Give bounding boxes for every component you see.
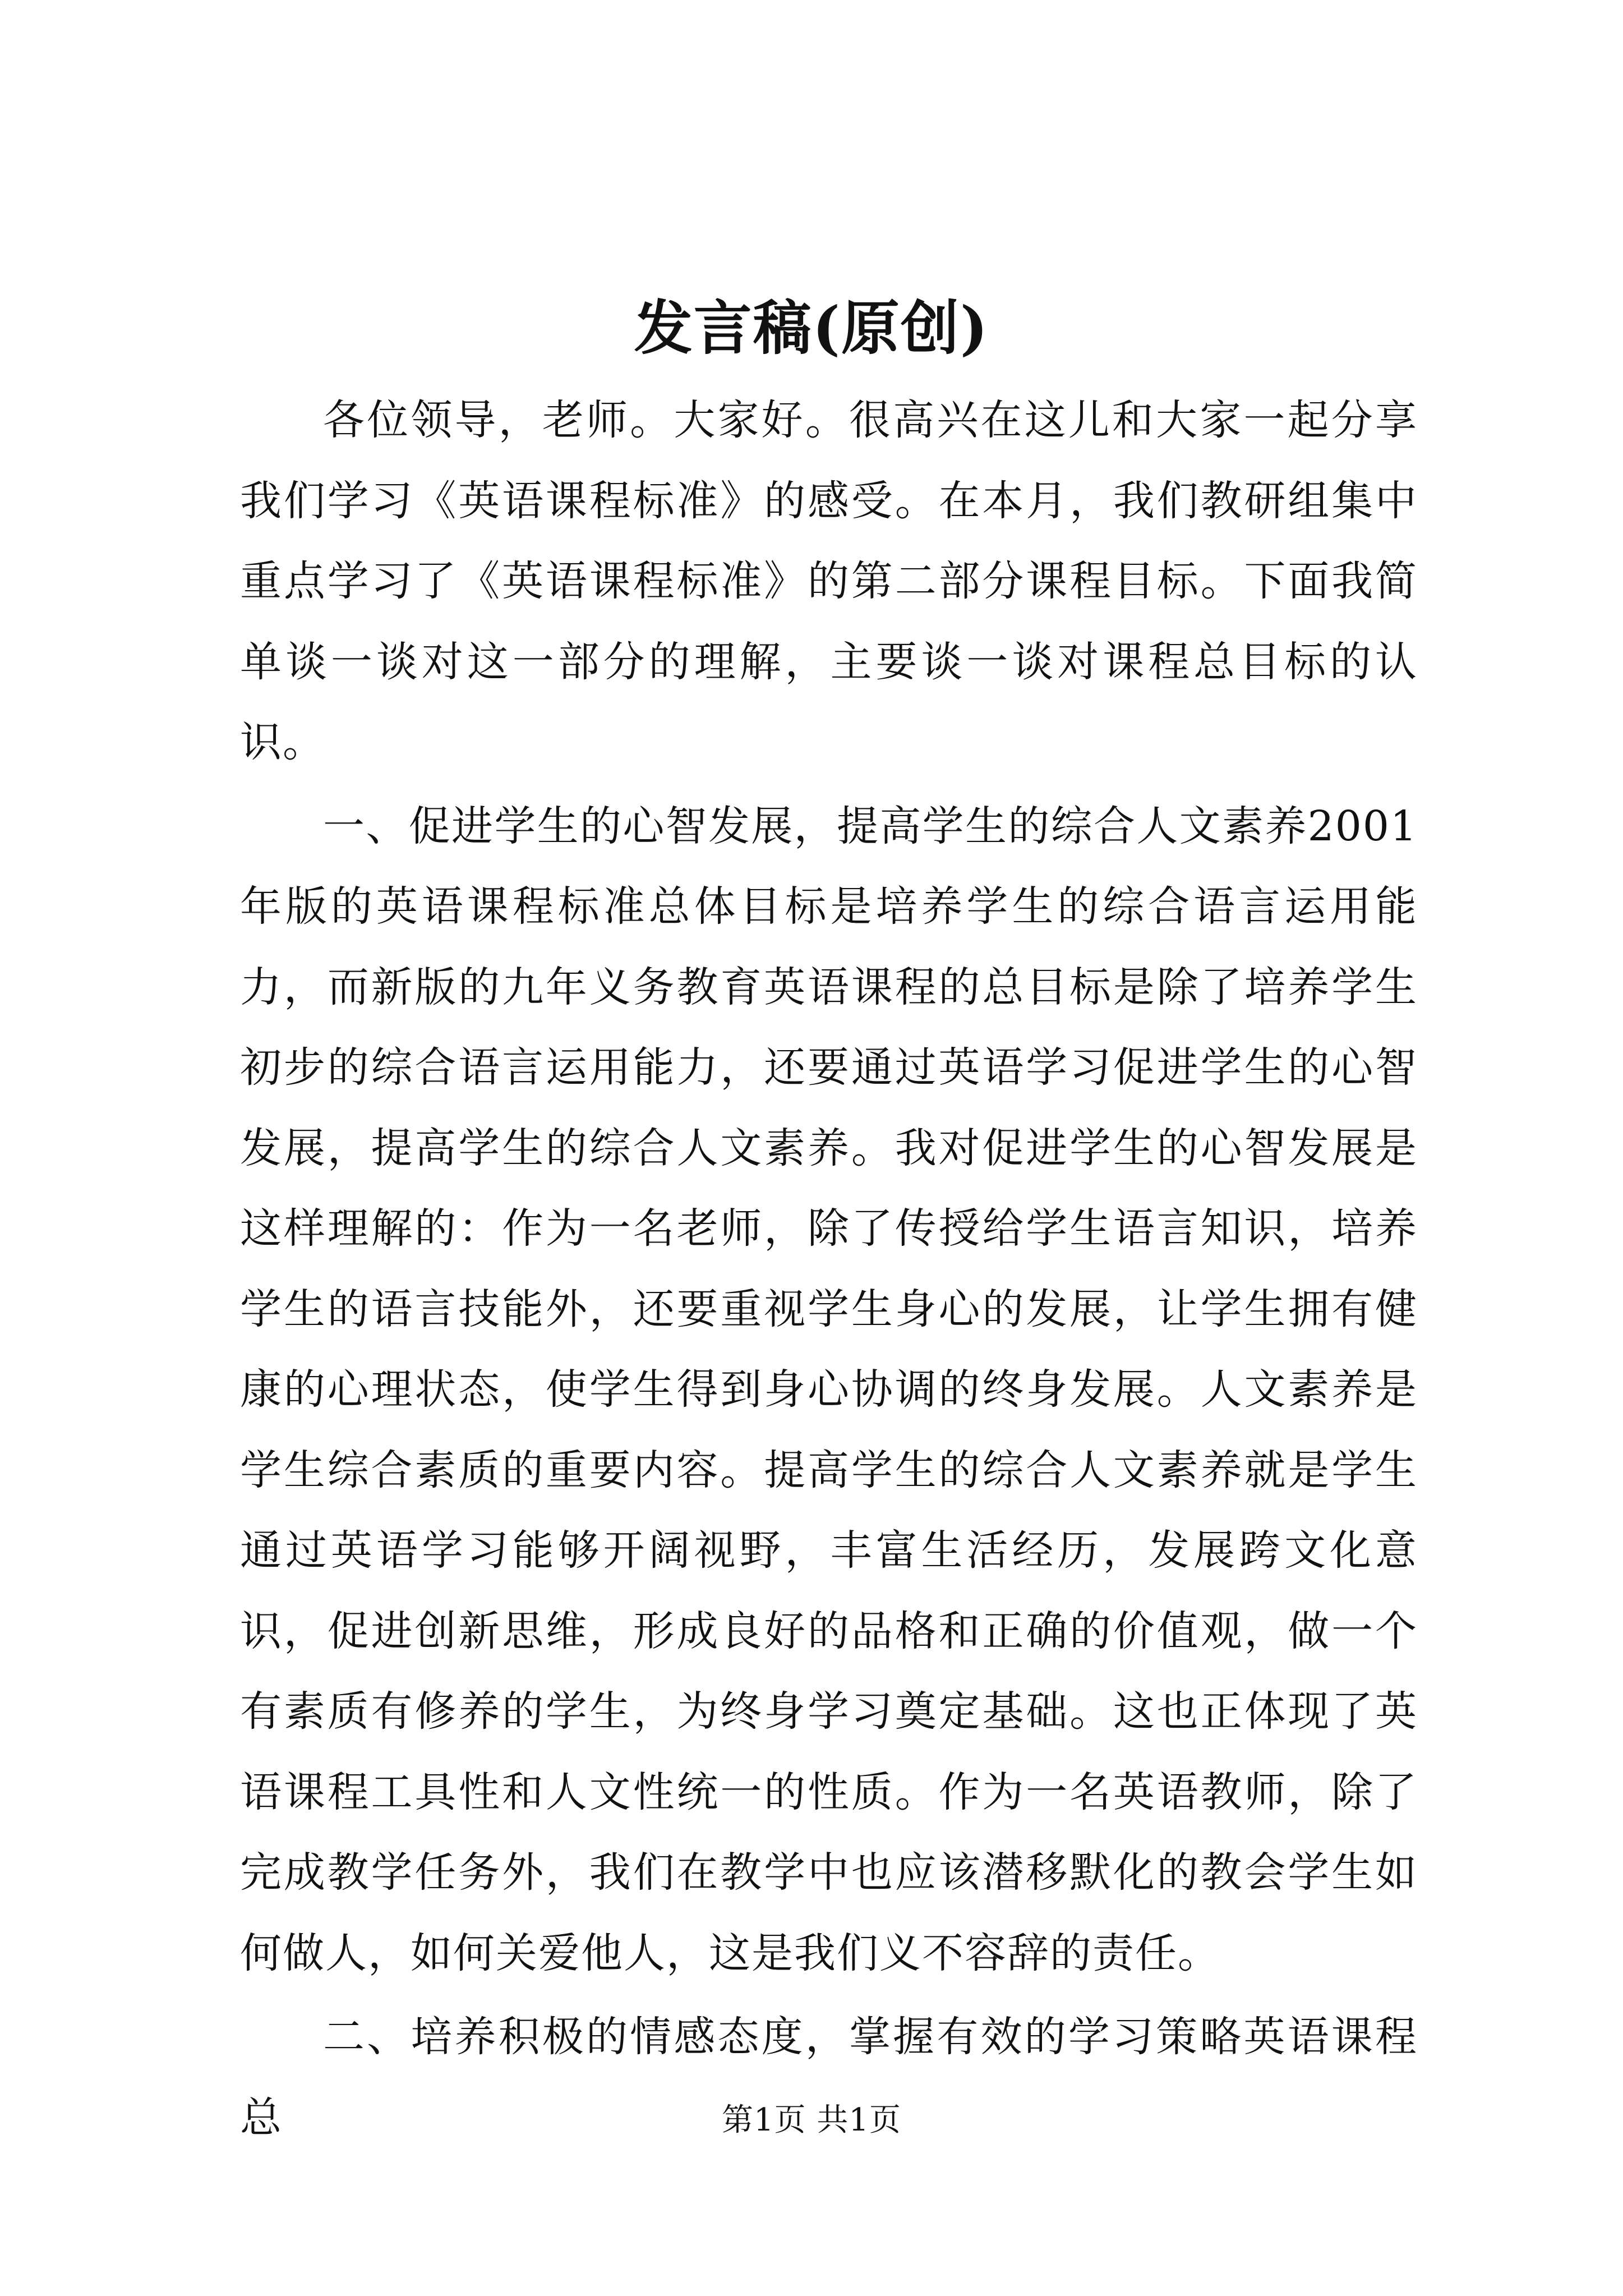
document-body <box>240 380 1418 2158</box>
page-footer: 第1页 共1页 <box>721 2102 902 2138</box>
document-title: 发言稿(原创) <box>634 293 989 362</box>
paragraph-intro: 各位领导，老师。大家好。很高兴在这儿和大家一起分享我们学习《英语课程标准》的感受。在本月，我们教研组集中重点学习了《英语课程标准》的第二部分课程目标。下面我简单谈一谈对这一部分的理解，主要谈一谈对课程总目标的认识。 <box>240 396 1418 766</box>
paragraph-section-one: 一、促进学生的心智发展，提高学生的综合人文素养2001年版的英语课程标准总体目标是培养学生的综合语言运用能力，而新版的九年义务教育英语课程的总目标是除了培养学生初步的综合语言运用能力，还要通过英语学习促进学生的心智发展，提高学生的综合人文素养。我对促进学生的心智发展是这样理解的：作为一名老师，除了传授给学生语言知识，培养学生的语言技能外，还要重视学生身心的发展，让学生拥有健康的心理状态，使学生得到身心协调的终身发展。人文素养是学生综合素质的重要内容。提高学生的综合人文素养就是学生通过英语学习能够开阔视野，丰富生活经历，发展跨文化意识，促进创新思维，形成良好的品格和正确的价值观，做一个有素质有修养的学生，为终身学习奠定基础。这也正体现了英语课程工具性和人文性统一的性质。作为一名英语教师，除了完成教学任务外，我们在教学中也应该潜移默化的教会学生如何做人，如何关爱他人，这是我们义不容辞的责任。 <box>240 802 1418 1977</box>
paragraph-section-two: 二、培养积极的情感态度，掌握有效的学习策略英语课程总 <box>240 2013 1418 2142</box>
